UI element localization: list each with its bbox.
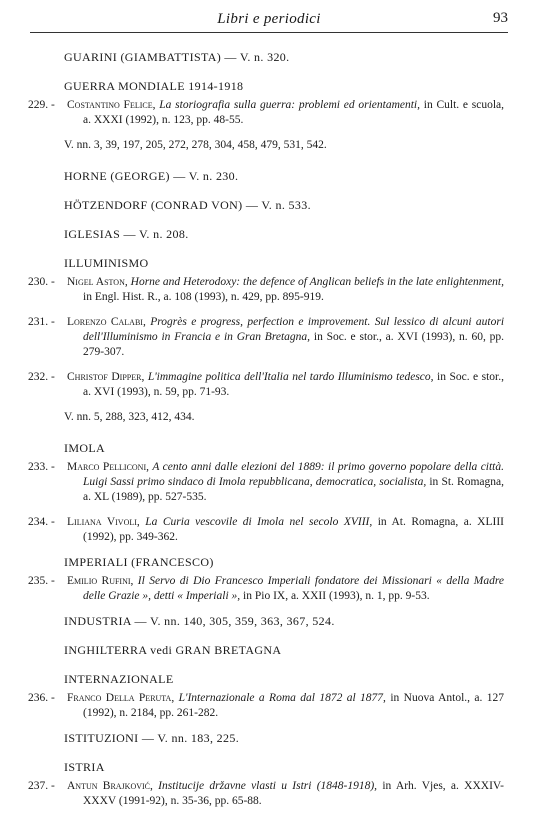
entry-title: A cento anni dalle elezioni del 1889: il primo governo popolare della città. Luigi Sassi primo sindaco di Imola repubblicana, democratica, socialista,: [83, 461, 505, 488]
entry-author: Liliana Vivoli,: [67, 516, 140, 528]
entry-title: La Curia vescovile di Imola nel secolo XVIII,: [145, 516, 373, 528]
running-title: Libri e periodici: [217, 11, 321, 27]
bibliography-entry: [28, 779, 504, 809]
bibliography-entry: [28, 515, 504, 545]
subject-heading: INTERNAZIONALE: [64, 672, 174, 686]
bibliography-entry: [28, 460, 504, 505]
entry-source: in Engl. Hist. R., a. 108 (1993), n. 429, pp. 895-919.: [83, 291, 324, 303]
entry-title: La storiografia sulla guerra: problemi ed orientamenti,: [159, 99, 420, 111]
bibliography-entry: [28, 275, 504, 305]
page-header: [30, 10, 508, 30]
entry-author: Marco Pelliconi,: [67, 461, 150, 473]
page-number: 93: [493, 10, 508, 26]
subject-heading: IMOLA: [64, 441, 106, 455]
entry-title: Il Servo di Dio Francesco Imperiali fondatore dei Missionari « della Madre delle Grazie », detti « Imperiali »,: [83, 575, 504, 602]
subject-heading: ISTITUZIONI — V. nn. 183, 225.: [64, 731, 240, 745]
entry-source: in Soc. e stor., a. XVI (1993), n. 60, pp. 279-307.: [83, 331, 504, 358]
entry-number: 234. -: [28, 516, 55, 528]
cross-reference: V. nn. 3, 39, 197, 205, 272, 278, 304, 458, 479, 531, 542.: [64, 139, 327, 151]
entry-title: L'immagine politica dell'Italia nel tardo Illuminismo tedesco,: [147, 371, 434, 383]
entry-source: in Pio IX, a. XXII (1993), n. 1, pp. 9-53.: [243, 590, 430, 602]
subject-heading: HORNE (GEORGE) — V. n. 230.: [64, 169, 239, 183]
subject-heading: GUARINI (GIAMBATTISTA) — V. n. 320.: [64, 50, 290, 64]
subject-heading: HÖTZENDORF (CONRAD VON) — V. n. 533.: [64, 198, 311, 212]
entry-title: Horne and Heterodoxy: the defence of Anglican beliefs in the late enlightenment,: [130, 276, 505, 288]
entry-title: Progrès e progress, perfection e improvement. Sul lessico di alcuni autori dell'Illuminismo in Francia e in Gran Bretagna,: [83, 316, 505, 343]
entry-source: in St. Romagna, a. XL (1989), pp. 527-535.: [83, 476, 505, 503]
entry-author: Franco Della Peruta,: [67, 692, 175, 704]
subject-heading: IGLESIAS — V. n. 208.: [64, 227, 189, 241]
header-rule: [30, 32, 508, 33]
bibliography-entry: [28, 370, 504, 400]
entry-source: in Soc. e stor., a. XVI (1993), n. 59, pp. 71-93.: [83, 371, 505, 398]
subject-heading: IMPERIALI (FRANCESCO): [64, 555, 214, 569]
entry-number: 230. -: [28, 276, 55, 288]
entry-author: Nigel Aston,: [67, 276, 128, 288]
bibliography-entry: [28, 574, 504, 604]
entry-number: 229. -: [28, 99, 55, 111]
entry-author: Lorenzo Calabi,: [67, 316, 146, 328]
entry-title: Institucije državne vlasti u Istri (1848-1918),: [158, 780, 378, 792]
entry-author: Emilio Rufini,: [67, 575, 134, 587]
subject-heading: ISTRIA: [64, 760, 105, 774]
entry-number: 231. -: [28, 316, 55, 328]
entry-source: in Arh. Vjes, a. XXXIV-XXXV (1991-92), n. 35-36, pp. 65-88.: [83, 780, 504, 807]
bibliography-entry: [28, 691, 504, 721]
bibliography-list: [28, 50, 504, 819]
subject-heading: INGHILTERRA vedi GRAN BRETAGNA: [64, 643, 282, 657]
entry-number: 237. -: [28, 780, 55, 792]
entry-source: in Nuova Antol., a. 127 (1992), n. 2184, pp. 261-282.: [83, 692, 505, 719]
subject-heading: GUERRA MONDIALE 1914-1918: [64, 79, 244, 93]
entry-number: 233. -: [28, 461, 55, 473]
bibliography-entry: [28, 315, 504, 360]
entry-author: Antun Brajković,: [67, 780, 153, 792]
cross-reference: V. nn. 5, 288, 323, 412, 434.: [64, 411, 195, 423]
bibliography-entry: [28, 98, 504, 128]
subject-heading: INDUSTRIA — V. nn. 140, 305, 359, 363, 367, 524.: [64, 614, 335, 628]
entry-author: Costantino Felice,: [67, 99, 156, 111]
entry-author: Christof Dipper,: [67, 371, 145, 383]
entry-number: 236. -: [28, 692, 55, 704]
entry-number: 232. -: [28, 371, 55, 383]
subject-heading: ILLUMINISMO: [64, 256, 149, 270]
entry-source: in Cult. e scuola, a. XXXI (1992), n. 123, pp. 48-55.: [83, 99, 505, 126]
entry-source: in At. Romagna, a. XLIII (1992), pp. 349-362.: [83, 516, 504, 543]
entry-title: L'Internazionale a Roma dal 1872 al 1877,: [178, 692, 386, 704]
entry-number: 235. -: [28, 575, 55, 587]
